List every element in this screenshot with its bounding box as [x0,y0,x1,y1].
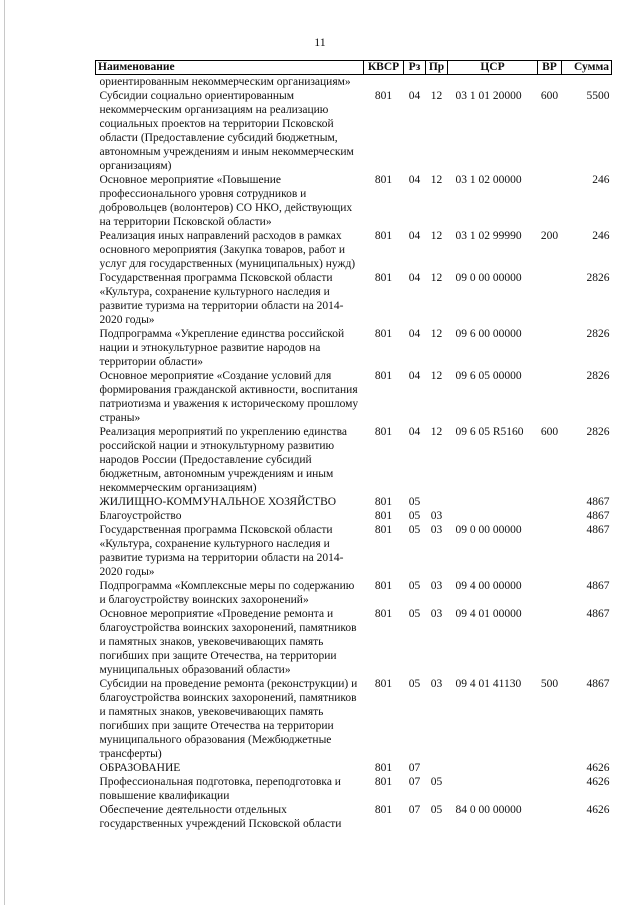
row-sum: 4867 [586,510,610,522]
row-rz: 04 [408,90,421,102]
row-csr: 09 0 00 00000 [455,524,522,536]
row-pr: 12 [430,230,443,242]
row-kvsr: 801 [374,776,393,788]
row-pr: 03 [430,580,443,592]
row-vr [538,369,562,425]
row-name: Обеспечение деятельности отдельных государственных учреждений Псковской области [99,804,342,830]
row-kvsr: 801 [374,230,393,242]
row-rz: 04 [408,328,421,340]
row-csr: 09 6 05 R5160 [455,426,524,438]
row-vr [538,579,562,607]
row-kvsr: 801 [374,272,393,284]
row-rz: 04 [408,272,421,284]
row-name: Благоустройство [99,510,182,522]
row-kvsr: 801 [374,524,393,536]
row-rz: 04 [408,230,421,242]
row-rz: 04 [408,426,421,438]
table-row [96,425,612,495]
row-kvsr: 801 [374,174,393,186]
page-edge-line [4,0,5,905]
row-csr: 03 1 02 99990 [455,230,522,242]
row-vr [538,803,562,831]
row-sum: 2826 [586,426,610,438]
row-csr: 09 6 00 00000 [455,328,522,340]
table-row [96,775,612,803]
row-kvsr: 801 [374,426,393,438]
table-row [96,369,612,425]
row-csr: 03 1 01 20000 [455,90,522,102]
row-kvsr: 801 [374,328,393,340]
row-sum: 2826 [586,370,610,382]
row-sum: 4867 [586,608,610,620]
row-rz: 05 [408,678,421,690]
row-kvsr: 801 [374,678,393,690]
row-sum: 4626 [586,762,610,774]
row-kvsr [364,75,404,90]
table-row [96,495,612,509]
row-csr [448,509,538,523]
row-csr [448,761,538,775]
row-kvsr: 801 [374,496,393,508]
row-sum: 5500 [586,90,610,102]
row-name: Основное мероприятие «Повышение профессионального уровня сотрудников и добровольцев (волонтеров) СО НКО, действующих на территории Псковской области» [99,174,353,228]
row-rz: 07 [408,804,421,816]
row-vr [538,75,562,90]
row-rz: 05 [408,496,421,508]
row-rz [404,75,426,90]
row-csr: 09 4 00 00000 [455,580,522,592]
row-csr [448,495,538,509]
row-csr [448,75,538,90]
row-sum: 4867 [586,678,610,690]
table-header-row [96,61,612,75]
row-kvsr: 801 [374,762,393,774]
table-row [96,803,612,831]
row-rz: 04 [408,370,421,382]
row-csr: 09 0 00 00000 [455,272,522,284]
row-name: Профессиональная подготовка, переподготовка и повышение квалификации [99,776,341,802]
page-number: 11 [314,35,326,49]
row-sum: 4867 [586,496,610,508]
table-row [96,509,612,523]
row-pr: 03 [430,524,443,536]
table-row [96,523,612,579]
row-rz: 07 [408,762,421,774]
row-pr: 05 [430,776,443,788]
row-name: Подпрограмма «Укрепление единства российской нации и этнокультурное развитие народов на территории области» [99,328,345,368]
row-csr [448,775,538,803]
row-pr [426,761,448,775]
row-rz: 04 [408,174,421,186]
row-kvsr: 801 [374,90,393,102]
row-rz: 05 [408,580,421,592]
row-sum [562,75,612,90]
row-name: Реализация мероприятий по укреплению единства российской нации и этнокультурному развитию народов России (Предоставление субсидий бюджетным, автономным учреждениям и иным некоммерческим организациям) [99,426,348,494]
header-pr: Пр [426,61,448,75]
row-name: Государственная программа Псковской области «Культура, сохранение культурного наследия и развитие туризма на территории области на 2014-2020 годы» [99,272,344,326]
budget-table [95,60,612,831]
row-sum: 2826 [586,272,610,284]
row-vr [538,495,562,509]
header-sum: Сумма [562,61,612,75]
row-csr: 84 0 00 00000 [455,804,522,816]
row-vr [538,271,562,327]
table-row [96,89,612,173]
row-sum: 246 [592,230,610,242]
row-sum: 246 [592,174,610,186]
row-pr [426,75,448,90]
row-name: Основное мероприятие «Создание условий для формирования гражданской активности, воспитания патриотизма и уважения к историческому прошлому страны» [99,370,359,424]
row-csr: 03 1 02 00000 [455,174,522,186]
table-row [96,229,612,271]
row-sum: 4867 [586,580,610,592]
row-sum: 4626 [586,776,610,788]
header-kvsr: КВСР [364,61,404,75]
row-rz: 05 [408,524,421,536]
row-name: Реализация иных направлений расходов в рамках основного мероприятия (Закупка товаров, работ и услуг для государственных (муниципальных) нужд) [99,230,356,270]
row-csr: 09 6 05 00000 [455,370,522,382]
row-vr [538,173,562,229]
table-row [96,173,612,229]
row-rz: 05 [408,510,421,522]
row-kvsr: 801 [374,580,393,592]
row-name: Подпрограмма «Комплексные меры по содержанию и благоустройству воинских захоронений» [99,580,355,606]
table-row [96,271,612,327]
row-vr [538,775,562,803]
table-row [96,761,612,775]
row-pr: 12 [430,426,443,438]
row-pr: 12 [430,370,443,382]
row-vr [538,327,562,369]
header-csr: ЦСР [448,61,538,75]
table-row [96,75,612,90]
row-kvsr: 801 [374,510,393,522]
row-sum: 4867 [586,524,610,536]
row-pr: 03 [430,678,443,690]
row-name: ОБРАЗОВАНИЕ [99,762,181,774]
row-rz: 07 [408,776,421,788]
row-vr [538,509,562,523]
table-row [96,607,612,677]
header-vr: ВР [538,61,562,75]
row-name: ЖИЛИЩНО-КОММУНАЛЬНОЕ ХОЗЯЙСТВО [99,496,337,508]
row-kvsr: 801 [374,370,393,382]
row-pr: 12 [430,272,443,284]
row-rz: 05 [408,608,421,620]
row-vr: 200 [540,230,559,242]
row-name: ориентированным некоммерческим организациям» [99,76,351,88]
row-pr: 12 [430,328,443,340]
table-row [96,579,612,607]
row-name: Основное мероприятие «Проведение ремонта и благоустройства воинских захоронений, памятников и памятных знаков, увековечивающих память погибших при защите Отечества, на территории муниципальных образований области» [99,608,357,676]
header-rz: Рз [404,61,426,75]
row-csr: 09 4 01 00000 [455,608,522,620]
table-row [96,677,612,761]
row-sum: 4626 [586,804,610,816]
row-kvsr: 801 [374,804,393,816]
row-vr: 600 [540,90,559,102]
row-kvsr: 801 [374,608,393,620]
row-vr [538,523,562,579]
row-name: Субсидии на проведение ремонта (реконструкции) и благоустройства воинских захоронений, памятников и памятных знаков, увековечивающих память погибших при защите Отечества на территории муниципального образования (Межбюджетные трансферты) [99,678,358,760]
row-csr: 09 4 01 41130 [455,678,522,690]
row-vr [538,761,562,775]
row-name: Субсидии социально ориентированным некоммерческим организациям на реализацию социальных проектов на территории Псковской области (Предоставление субсидий бюджетным, автономным учреждениям и иным некоммерческим организациям) [99,90,354,172]
row-pr: 03 [430,608,443,620]
header-name: Наименование [96,61,364,75]
row-vr: 600 [540,426,559,438]
row-vr [538,607,562,677]
row-vr: 500 [540,678,559,690]
row-sum: 2826 [586,328,610,340]
table-row [96,327,612,369]
row-pr: 12 [430,174,443,186]
row-name: Государственная программа Псковской области «Культура, сохранение культурного наследия и развитие туризма на территории области на 2014-2020 годы» [99,524,344,578]
row-pr [426,495,448,509]
row-pr: 12 [430,90,443,102]
row-pr: 03 [430,510,443,522]
row-pr: 05 [430,804,443,816]
